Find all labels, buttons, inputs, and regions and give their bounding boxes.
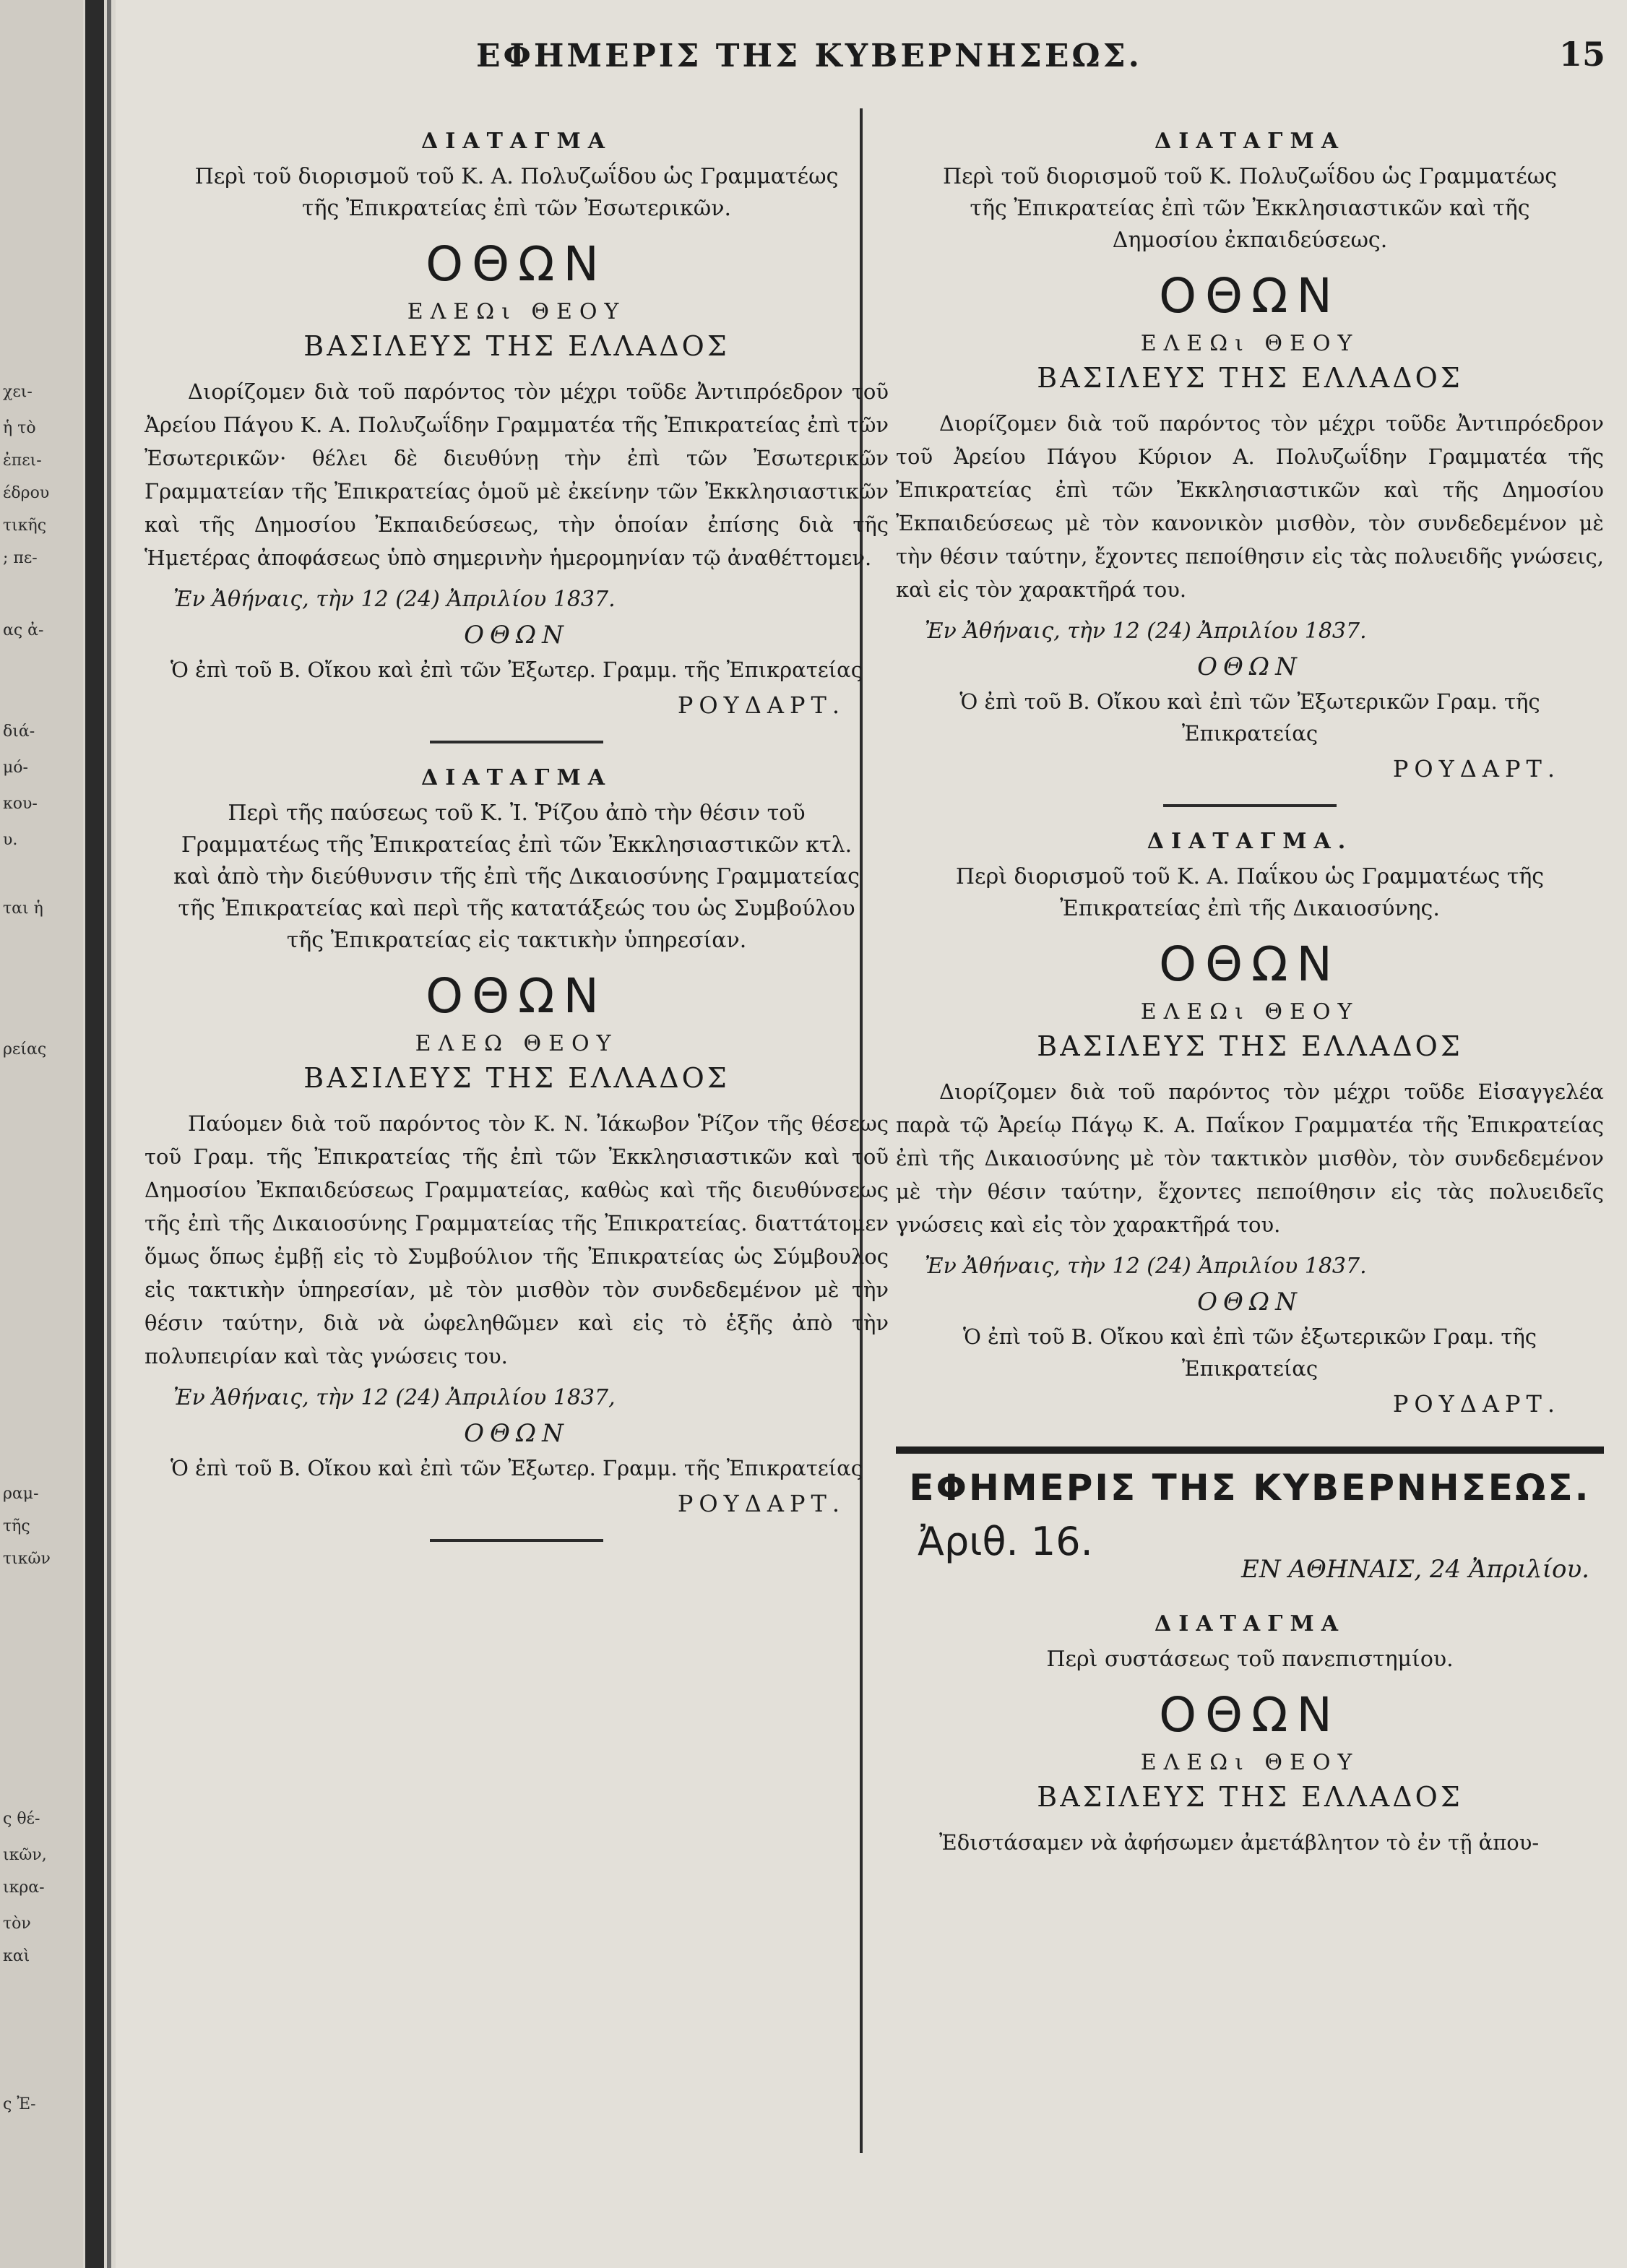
king-signature: ΟΘΩΝ (464, 1419, 569, 1448)
margin-fragment: ας ἀ- (3, 621, 44, 639)
book-gutter-edge (107, 0, 111, 2268)
minister-signature: ΡΟΥΔΑΡΤ. (1392, 1390, 1561, 1418)
king-name: ΟΘΩΝ (1159, 1687, 1341, 1743)
decree-title: ΔΙΑΤΑΓΜΑ. (1147, 829, 1353, 854)
margin-fragment: ρείας (3, 1040, 47, 1058)
decree-title: ΔΙΑΤΑΓΜΑ (421, 765, 612, 790)
king-of-greece: ΒΑΣΙΛΕΥΣ ΤΗΣ ΕΛΛΑΔΟΣ (303, 330, 730, 362)
by-grace-of-god: ΕΛΕΩι ΘΕΟΥ (1140, 331, 1360, 356)
previous-page-margin (0, 0, 83, 2268)
by-grace-of-god: ΕΛΕΩι ΘΕΟΥ (407, 299, 626, 324)
margin-fragment: τικῶν (3, 1550, 51, 1568)
newspaper-page (116, 0, 1627, 2268)
margin-fragment: ται ἡ (3, 900, 43, 918)
countersigning-minister: Ὁ ἐπὶ τοῦ Β. Οἴκου καὶ ἐπὶ τῶν Ἐξωτερ. Γραμμ. τῆς Ἐπικρατείας (171, 1456, 863, 1480)
king-name: ΟΘΩΝ (1159, 936, 1341, 992)
decree-title: ΔΙΑΤΑΓΜΑ (1155, 1611, 1345, 1637)
decree-appointment-ecclesiastical (896, 129, 1604, 782)
right-column (896, 116, 1604, 1874)
margin-fragment: χει- (3, 383, 33, 401)
decree-date: Ἐν Ἀθήναις, τὴν 12 (24) Ἀπριλίου 1837. (925, 1254, 1367, 1279)
decree-subject: Περὶ συστάσεως τοῦ πανεπιστημίου. (1046, 1647, 1454, 1672)
issue-dateline: ΕΝ ΑΘΗΝΑΙΣ, 24 Ἀπριλίου. (1241, 1555, 1589, 1584)
margin-fragment: καὶ (3, 1947, 30, 1965)
decree-title: ΔΙΑΤΑΓΜΑ (1155, 129, 1345, 154)
book-gutter (85, 0, 104, 2268)
margin-fragment: ραμ- (3, 1485, 39, 1503)
by-grace-of-god: ΕΛΕΩ ΘΕΟΥ (415, 1031, 618, 1056)
king-name: ΟΘΩΝ (426, 968, 608, 1024)
decree-date: Ἐν Ἀθήναις, τὴν 12 (24) Ἀπριλίου 1837. (925, 618, 1367, 644)
decree-dismissal-rizos (144, 765, 889, 1517)
margin-fragment: κου- (3, 795, 38, 813)
countersigning-minister: Ὁ ἐπὶ τοῦ Β. Οἴκου καὶ ἐπὶ τῶν ἐξωτερικῶν Γραμ. τῆς Ἐπικρατείας (962, 1324, 1537, 1381)
minister-signature: ΡΟΥΔΑΡΤ. (677, 1490, 845, 1517)
decree-body: Διορίζομεν διὰ τοῦ παρόντος τὸν μέχρι τοῦδε Εἰσαγγελέα παρὰ τῷ Ἀρείῳ Πάγῳ Κ. Α. Παΐκον Γραμματέα τῆς Ἐπικρατείας ἐπὶ τῆς Δικαιοσύνης μὲ τὸν τακτικὸν μισθὸν, τὸν συνδεδεμένον μὲ τὴν θέσιν ταύτην, ἔχοντες πεποίθησιν εἰς τὰς πολυειδεῖς γνώσεις καὶ εἰς τὸν χαρακτῆρά του. (896, 1079, 1604, 1237)
king-of-greece: ΒΑΣΙΛΕΥΣ ΤΗΣ ΕΛΛΑΔΟΣ (1037, 362, 1463, 394)
margin-fragment: ικῶν, (3, 1846, 47, 1864)
issue-separator-bar (896, 1446, 1604, 1454)
margin-fragment: τῆς (3, 1517, 30, 1535)
minister-signature: ΡΟΥΔΑΡΤ. (1392, 755, 1561, 782)
decree-appointment-interior (144, 129, 889, 719)
decree-subject: Περὶ διορισμοῦ τοῦ Κ. Α. Παΐκου ὡς Γραμματέως τῆς Ἐπικρατείας ἐπὶ τῆς Δικαιοσύνης. (955, 864, 1545, 921)
king-name: ΟΘΩΝ (426, 236, 608, 292)
decree-subject: Περὶ τοῦ διορισμοῦ τοῦ Κ. Πολυζωΐδου ὡς Γραμματέως τῆς Ἐπικρατείας ἐπὶ τῶν Ἐκκλησιαστικῶν καὶ τῆς Δημοσίου ἐκπαιδεύσεως. (942, 164, 1558, 253)
issue-masthead: ΕΦΗΜΕΡΙΣ ΤΗΣ ΚΥΒΕΡΝΗΣΕΩΣ. (909, 1467, 1591, 1509)
decree-body: Διορίζομεν διὰ τοῦ παρόντος τὸν μέχρι τοῦδε Ἀντιπρόεδρον τοῦ Ἀρείου Πάγου Κύριον Α. Πολυζωΐδην Γραμματέα τῆς Ἐπικρατείας ἐπὶ τῶν Ἐκκλησιαστικῶν καὶ τῆς Δημοσίου Ἐκπαιδεύσεως μὲ τὸν κανονικὸν μισθὸν, τὸν συνδεδεμένον μὲ τὴν θέσιν ταύτην, ἔχοντες πεποίθησιν εἰς τὰς πολυειδῆς γνώσεις, καὶ εἰς τὸν χαρακτῆρά του. (896, 411, 1604, 602)
by-grace-of-god: ΕΛΕΩι ΘΕΟΥ (1140, 999, 1360, 1025)
margin-fragment: ικρα- (3, 1879, 45, 1897)
decree-subject: Περὶ τοῦ διορισμοῦ τοῦ Κ. Α. Πολυζωΐδου ὡς Γραμματέως τῆς Ἐπικρατείας ἐπὶ τῶν Ἐσωτερικῶν. (194, 164, 839, 221)
section-divider (430, 741, 603, 743)
decree-body: Διορίζομεν διὰ τοῦ παρόντος τὸν μέχρι τοῦδε Ἀντιπρόεδρον τοῦ Ἀρείου Πάγου Κ. Α. Πολυζωΐδην Γραμματέα τῆς Ἐπικρατείας ἐπὶ τῶν Ἐσωτερικῶν· θέλει δὲ διευθύνῃ τὴν ἐπὶ τῶν Ἐσωτερικῶν Γραμματείαν τῆς Ἐπικρατείας ὁμοῦ μὲ ἐκείνην τῶν Ἐκκλησιαστικῶν καὶ τῆς Δημοσίου Ἐκπαιδεύσεως, τὴν ὁποίαν ἐπίσης διὰ τῆς Ἡμετέρας ἀποφάσεως ὑπὸ σημερινὴν ἡμερομηνίαν τῷ ἀναθέττομεν. (144, 379, 889, 570)
margin-fragment: μό- (3, 759, 28, 777)
margin-fragment: τικῆς (3, 517, 47, 535)
issue-info (896, 1519, 1604, 1598)
minister-signature: ΡΟΥΔΑΡΤ. (677, 691, 845, 719)
decree-university-founding (896, 1611, 1604, 1859)
king-of-greece: ΒΑΣΙΛΕΥΣ ΤΗΣ ΕΛΛΑΔΟΣ (1037, 1030, 1463, 1062)
section-divider (430, 1539, 603, 1542)
margin-fragment: υ. (3, 831, 18, 849)
page-number: 15 (1558, 35, 1605, 74)
decree-appointment-justice (896, 829, 1604, 1418)
decree-body: Ἐδιστάσαμεν νὰ ἀφήσωμεν ἀμετάβλητον τὸ ἐν τῇ ἀπου- (939, 1830, 1540, 1855)
margin-fragment: ἡ τὸ (3, 419, 36, 437)
decree-body: Παύομεν διὰ τοῦ παρόντος τὸν Κ. Ν. Ἰάκωβον Ῥίζον τῆς θέσεως τοῦ Γραμ. τῆς Ἐπικρατείας τῆς ἐπὶ τῶν Ἐκκλησιαστικῶν καὶ τοῦ Δημοσίου Ἐκπαιδεύσεως Γραμματείας, καθὼς καὶ τῆς διευθύνσεως τῆς ἐπὶ τῆς Δικαιοσύνης Γραμματείας τῆς Ἐπικρατείας. διαττάτομεν ὅμως ὅπως ἐμβῇ εἰς τὸ Συμβούλιον τῆς Ἐπικρατείας ὡς Σύμβουλος εἰς τακτικὴν ὑπηρεσίαν, μὲ τὸν μισθὸν τὸν συνδεδεμένον μὲ τὴν θέσιν ταύτην, διὰ νὰ ὠφεληθῶμεν καὶ εἰς τὸ ἑξῆς ἀπὸ τὴν πολυπειρίαν καὶ τὰς γνώσεις του. (144, 1111, 889, 1368)
margin-fragment: ἐπει- (3, 452, 42, 470)
margin-fragment: διά- (3, 723, 35, 741)
countersigning-minister: Ὁ ἐπὶ τοῦ Β. Οἴκου καὶ ἐπὶ τῶν Ἐξωτερικῶν Γραμ. τῆς Ἐπικρατείας (959, 689, 1540, 746)
left-column (144, 116, 889, 1564)
decree-date: Ἐν Ἀθήναις, τὴν 12 (24) Ἀπριλίου 1837, (173, 1385, 616, 1410)
margin-fragment: ς θέ- (3, 1810, 40, 1828)
section-divider (1163, 804, 1337, 807)
king-name: ΟΘΩΝ (1159, 268, 1341, 324)
by-grace-of-god: ΕΛΕΩι ΘΕΟΥ (1140, 1750, 1360, 1775)
margin-fragment: ; πε- (3, 549, 38, 567)
king-signature: ΟΘΩΝ (1197, 652, 1303, 681)
decree-title: ΔΙΑΤΑΓΜΑ (421, 129, 612, 154)
running-title: ΕΦΗΜΕΡΙΣ ΤΗΣ ΚΥΒΕΡΝΗΣΕΩΣ. (475, 38, 1142, 74)
king-signature: ΟΘΩΝ (1197, 1288, 1303, 1316)
king-signature: ΟΘΩΝ (464, 621, 569, 650)
decree-subject: Περὶ τῆς παύσεως τοῦ Κ. Ἰ. Ῥίζου ἀπὸ τὴν θέσιν τοῦ Γραμματέως τῆς Ἐπικρατείας ἐπὶ τῶν Ἐκκλησιαστικῶν κτλ. καὶ ἀπὸ τὴν διεύθυνσιν τῆς ἐπὶ τῆς Δικαιοσύνης Γραμματείας τῆς Ἐπικρατείας καὶ περὶ τῆς κατατάξεώς του ὡς Συμβούλου τῆς Ἐπικρατείας εἰς τακτικὴν ὑπηρεσίαν. (173, 801, 860, 953)
countersigning-minister: Ὁ ἐπὶ τοῦ Β. Οἴκου καὶ ἐπὶ τῶν Ἐξωτερ. Γραμμ. τῆς Ἐπικρατείας (171, 657, 863, 682)
king-of-greece: ΒΑΣΙΛΕΥΣ ΤΗΣ ΕΛΛΑΔΟΣ (303, 1062, 730, 1094)
king-of-greece: ΒΑΣΙΛΕΥΣ ΤΗΣ ΕΛΛΑΔΟΣ (1037, 1781, 1463, 1813)
margin-fragment: ς Ἐ- (3, 2095, 36, 2113)
margin-fragment: έδρου (3, 484, 50, 502)
issue-number: Ἀριθ. 16. (918, 1519, 1093, 1564)
decree-date: Ἐν Ἀθήναις, τὴν 12 (24) Ἀπριλίου 1837. (173, 587, 616, 612)
margin-fragment: τὸν (3, 1915, 31, 1933)
